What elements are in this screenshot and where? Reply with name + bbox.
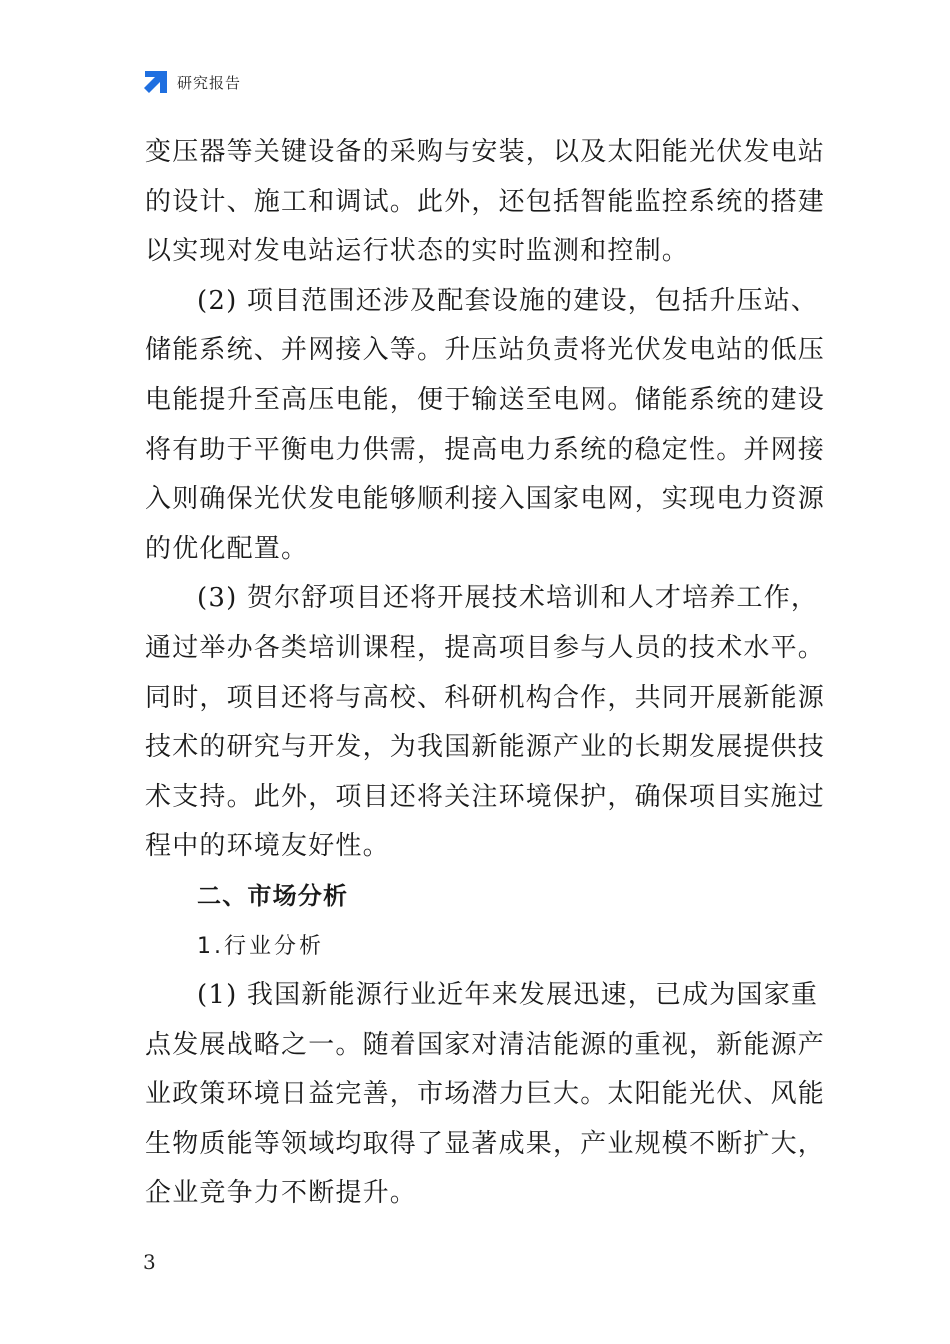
body-line: 的设计、施工和调试。此外，还包括智能监控系统的搭建 (145, 186, 826, 217)
paragraph-start-line: (3) 贺尔舒项目还将开展技术培训和人才培养工作， (197, 583, 819, 614)
body-line: 的优化配置。 (145, 533, 309, 564)
paragraph-start-line: (1) 我国新能源行业近年来发展迅速，已成为国家重 (197, 980, 819, 1011)
page-number: 3 (143, 1250, 156, 1274)
body-line: 变压器等关键设备的采购与安装，以及太阳能光伏发电站 (145, 137, 826, 167)
section-heading: 二、市场分析 (197, 881, 349, 910)
subsection-heading: 1.行业分析 (197, 933, 324, 959)
body-line: 储能系统、并网接入等。升压站负责将光伏发电站的低压 (145, 335, 826, 366)
body-line: 生物质能等领域均取得了显著成果，产业规模不断扩大， (145, 1128, 826, 1159)
header-title: 研究报告 (177, 73, 242, 92)
body-line: 程中的环境友好性。 (145, 831, 390, 862)
document-body (145, 128, 826, 1219)
paragraph-start-line: (2) 项目范围还涉及配套设施的建设，包括升压站、 (197, 285, 819, 316)
body-line: 通过举办各类培训课程，提高项目参与人员的技术水平。 (145, 632, 826, 663)
body-line: 以实现对发电站运行状态的实时监测和控制。 (145, 236, 690, 267)
body-line: 技术的研究与开发，为我国新能源产业的长期发展提供技 (145, 732, 826, 763)
body-line: 电能提升至高压电能，便于输送至电网。储能系统的建设 (145, 384, 826, 415)
body-line: 将有助于平衡电力供需，提高电力系统的稳定性。并网接 (145, 434, 826, 465)
body-line: 企业竞争力不断提升。 (145, 1178, 418, 1209)
body-line: 点发展战略之一。随着国家对清洁能源的重视，新能源产 (145, 1029, 826, 1060)
page-header (143, 68, 241, 96)
arrow-up-right-logo-icon (143, 69, 169, 95)
body-line: 同时，项目还将与高校、科研机构合作，共同开展新能源 (145, 682, 826, 713)
body-line: 业政策环境日益完善，市场潜力巨大。太阳能光伏、风能 (145, 1079, 826, 1110)
body-line: 术支持。此外，项目还将关注环境保护，确保项目实施过 (145, 781, 826, 812)
body-line: 入则确保光伏发电能够顺利接入国家电网，实现电力资源 (145, 484, 826, 515)
